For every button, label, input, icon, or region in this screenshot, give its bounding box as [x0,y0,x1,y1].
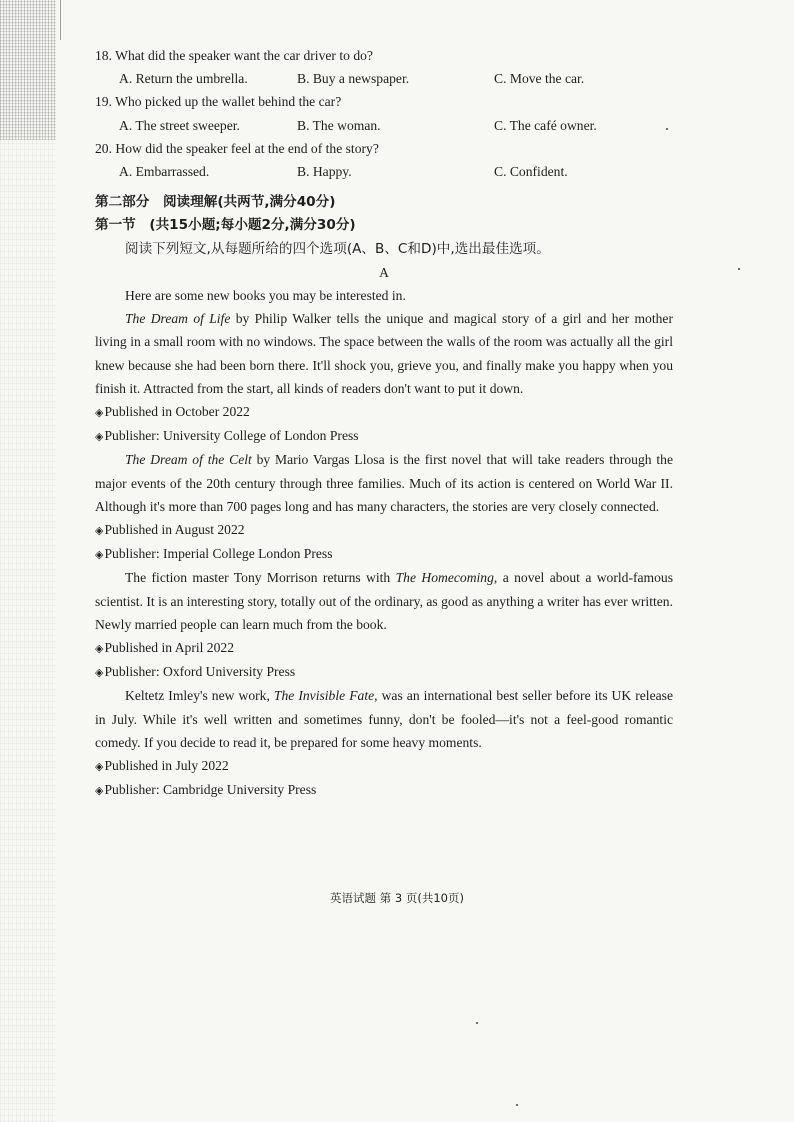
book-2-publisher [95,542,673,566]
book-3-published-text: Published in April 2022 [104,640,234,656]
book-2-title: The Dream of the Celt [125,452,252,468]
book-3-description [95,566,673,636]
book-4-published [95,754,673,778]
page-content [95,44,673,803]
scan-speck [666,128,668,130]
diamond-bullet-icon: ◈ [95,524,104,538]
book-1-title: The Dream of Life [125,311,231,327]
book-1-text: by Philip Walker tells the unique and magical story of a girl and her mother living in a small room with no windows. The space between the walls of the room was actually all the girl knew because she had been born there. It'll shock you, grieve you, and finally make you happy when you finish it. Attracted from the start, all kinds of readers don't want to put it down. [95,311,673,396]
book-3-text: , a novel about a world-famous scientist. It is an interesting story, totally out of the ordinary, as good as anything a writer has ever written. Newly married people can learn much from the book. [95,570,674,632]
diamond-bullet-icon: ◈ [95,642,104,656]
scan-speck [476,1022,478,1024]
diamond-bullet-icon: ◈ [95,406,104,420]
book-3-published [95,636,673,660]
book-1-publisher-text: Publisher: University College of London Press [104,428,359,444]
part-two-title: 第二部分 阅读理解(共两节,满分40分) [95,194,336,211]
diamond-bullet-icon: ◈ [95,548,104,562]
book-2-published-text: Published in August 2022 [104,522,245,538]
book-1-published [95,400,673,424]
diamond-bullet-icon: ◈ [95,666,104,680]
diamond-bullet-icon: ◈ [95,760,104,774]
question-19-option-c: C. The café owner. [494,117,597,133]
spacer [95,183,673,191]
question-20-option-b: B. Happy. [297,164,352,180]
question-19-stem: 19. Who picked up the wallet behind the car? [95,94,342,110]
passage-label: A [379,264,389,280]
diamond-bullet-icon: ◈ [95,430,104,444]
question-18-stem: 18. What did the speaker want the car driver to do? [95,48,373,63]
book-2-published [95,518,673,542]
book-1-description [95,307,673,400]
diamond-bullet-icon: ◈ [95,784,104,798]
book-4-title: The Invisible Fate [273,688,375,704]
book-2-publisher-text: Publisher: Imperial College London Press [104,546,333,562]
book-4-publisher [95,778,673,802]
book-2-description [95,448,673,518]
section-one-title: 第一节 (共15小题;每小题2分,满分30分) [95,217,356,234]
scan-edge-noise [0,0,56,1122]
question-18-options [95,67,673,90]
question-20-option-a: A. Embarrassed. [119,164,210,180]
book-4-publisher-text: Publisher: Cambridge University Press [104,782,317,798]
question-20-options [95,160,673,183]
book-3-pre: The fiction master Tony Morrison returns with [125,570,396,586]
book-3-publisher [95,660,673,684]
book-4-pre: Keltetz Imley's new work, [125,688,274,704]
question-20-option-c: C. Confident. [494,164,568,180]
book-3-publisher-text: Publisher: Oxford University Press [104,664,296,680]
passage-intro: Here are some new books you may be interested in. [125,288,406,304]
scan-corner-noise [0,0,56,140]
question-19-option-b: B. The woman. [297,117,381,133]
book-3-title: The Homecoming [395,570,494,586]
question-18-option-c: C. Move the car. [494,71,585,87]
book-4-text: , was an international best seller before its UK release in July. While it's well written and sometimes funny, don't be fooled—it's not a feel-good romantic comedy. If you decide to read it, be prepared for some heavy moments. [95,688,673,750]
reading-instruction: 阅读下列短文,从每题所给的四个选项(A、B、C和D)中,选出最佳选项。 [125,240,550,257]
scan-speck [738,268,740,270]
scan-fold-mark [60,0,61,40]
book-1-publisher [95,424,673,448]
question-20-stem: 20. How did the speaker feel at the end of the story? [95,140,379,156]
question-18-option-b: B. Buy a newspaper. [297,71,410,87]
page-footer: 英语试题 第 3 页(共10页) [330,891,464,905]
question-18-option-a: A. Return the umbrella. [119,71,248,87]
book-4-published-text: Published in July 2022 [104,758,229,774]
book-1-published-text: Published in October 2022 [104,404,250,420]
scan-speck [516,1104,518,1106]
book-4-description [95,684,673,754]
book-2-text: by Mario Vargas Llosa is the first novel that will take readers through the major events of the 20th century through three families. Much of its action is centered on World War II. Although it's more than 700 pages long and has many characters, the stories are very closely connected. [95,452,673,514]
question-19-options [95,114,673,137]
question-19-option-a: A. The street sweeper. [119,117,240,133]
